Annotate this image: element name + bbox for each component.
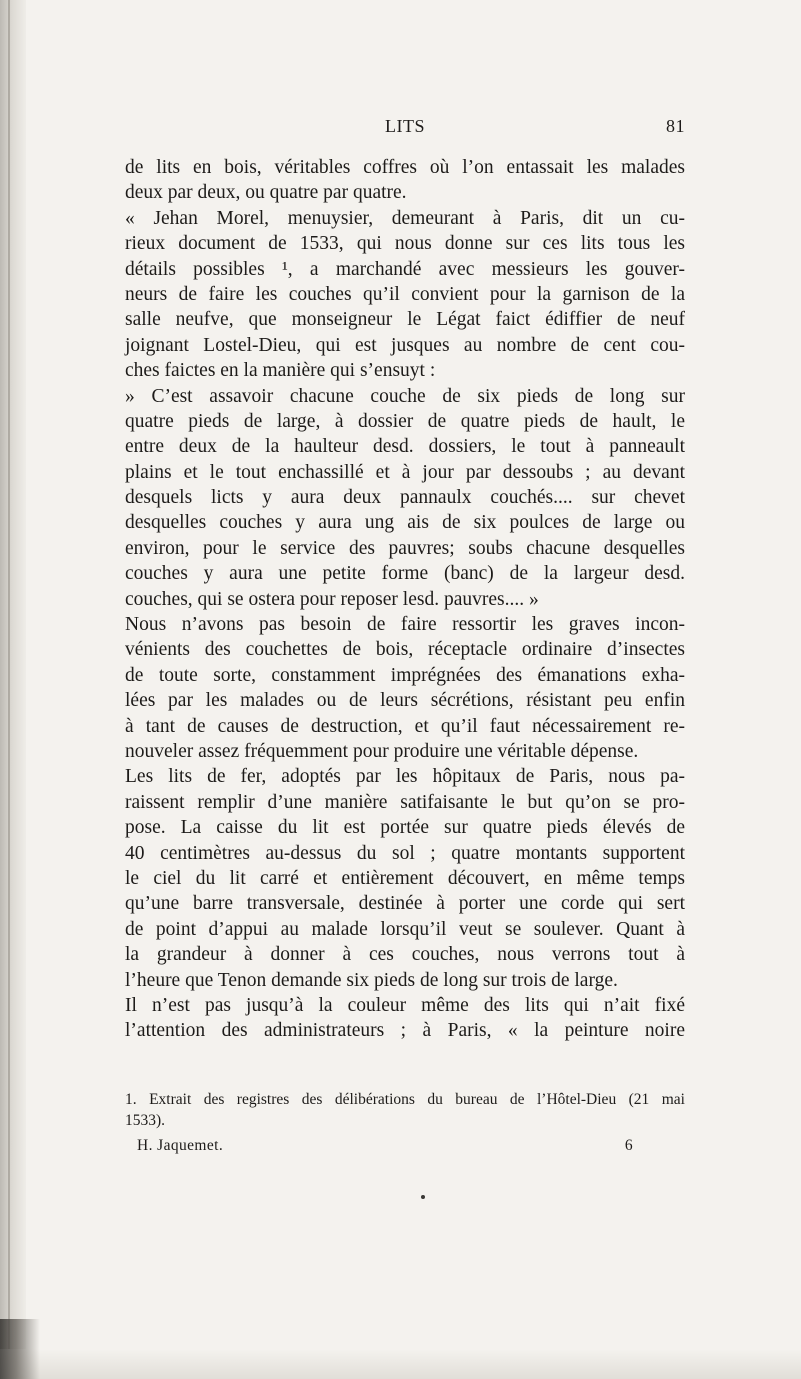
text-line: desquels licts y aura deux pannaulx couchés.... sur chevet bbox=[125, 487, 685, 509]
text-line: ches faictes en la manière qui s’ensuyt : bbox=[125, 360, 436, 382]
text-line: Les lits de fer, adoptés par les hôpitaux de Paris, nous pa- bbox=[125, 766, 685, 788]
text-line: » C’est assavoir chacune couche de six pieds de long sur bbox=[125, 385, 685, 407]
signature-line bbox=[125, 1137, 685, 1159]
text-line: l’heure que Tenon demande six pieds de long sur trois de large. bbox=[125, 969, 618, 991]
page-number: 81 bbox=[666, 116, 685, 136]
page-bottom-edge bbox=[0, 1349, 801, 1379]
text-line: neurs de faire les couches qu’il convient pour la garnison de la bbox=[125, 283, 685, 305]
text-line: lées par les malades ou de leurs sécrétions, résistant peu enfin bbox=[125, 690, 685, 712]
footnote-line: 1. Extrait des registres des délibérations du bureau de l’Hôtel-Dieu (21 mai bbox=[125, 1091, 685, 1108]
text-line: environ, pour le service des pauvres; soubs chacune desquelles bbox=[125, 537, 685, 559]
text-line: Il n’est pas jusqu’à la couleur même des lits qui n’ait fixé bbox=[125, 994, 685, 1016]
binding-edge-line bbox=[8, 0, 10, 1379]
text-line: plains et le tout enchassillé et à jour par dessoubs ; au devant bbox=[125, 461, 685, 483]
text-line: « Jehan Morel, menuysier, demeurant à Paris, dit un cu- bbox=[125, 207, 685, 229]
footnote-line: 1533). bbox=[125, 1112, 166, 1129]
text-line: joignant Lostel-Dieu, qui est jusques au nombre de cent cou- bbox=[125, 334, 685, 356]
page-corner-shadow bbox=[0, 1319, 40, 1379]
text-line: couches, qui se ostera pour reposer lesd. pauvres.... » bbox=[125, 588, 539, 610]
text-line: détails possibles ¹, a marchandé avec messieurs les gouver- bbox=[125, 258, 685, 280]
running-head: LITS bbox=[385, 116, 425, 136]
text-line: entre deux de la haulteur desd. dossiers, le tout à panneault bbox=[125, 436, 685, 458]
book-binding-shadow bbox=[0, 0, 26, 1379]
text-line: la grandeur à donner à ces couches, nous verrons tout à bbox=[125, 944, 685, 966]
text-line: nouveler assez fréquemment pour produire une véritable dépense. bbox=[125, 740, 639, 762]
text-line: pose. La caisse du lit est portée sur quatre pieds élevés de bbox=[125, 817, 685, 839]
page-header bbox=[125, 116, 685, 142]
text-line: salle neufve, que monseigneur le Légat faict édiffier de neuf bbox=[125, 309, 685, 331]
author-signature: H. Jaquemet. bbox=[137, 1137, 224, 1154]
text-line: rieux document de 1533, qui nous donne sur ces lits tous les bbox=[125, 233, 685, 255]
text-line: qu’une barre transversale, destinée à porter une corde qui sert bbox=[125, 893, 685, 915]
text-line: Nous n’avons pas besoin de faire ressortir les graves incon- bbox=[125, 614, 685, 636]
text-line: à tant de causes de destruction, et qu’il faut nécessairement re- bbox=[125, 715, 685, 737]
footnote bbox=[125, 1089, 685, 1131]
text-line: couches y aura une petite forme (banc) de la largeur desd. bbox=[125, 563, 685, 585]
text-line: de lits en bois, véritables coffres où l’on entassait les malades bbox=[125, 157, 685, 178]
text-line: 40 centimètres au-dessus du sol ; quatre montants supportent bbox=[125, 842, 685, 864]
text-line: de point d’appui au malade lorsqu’il veut se soulever. Quant à bbox=[125, 918, 685, 940]
text-line: de toute sorte, constamment imprégnées des émanations exha- bbox=[125, 664, 685, 686]
text-line: deux par deux, ou quatre par quatre. bbox=[125, 182, 407, 204]
signature-mark: 6 bbox=[624, 1137, 633, 1154]
ink-speck bbox=[421, 1195, 425, 1199]
text-line: vénients des couchettes de bois, réceptacle ordinaire d’insectes bbox=[125, 639, 685, 661]
body-text bbox=[125, 155, 685, 1044]
text-line: quatre pieds de large, à dossier de quatre pieds de hault, le bbox=[125, 410, 685, 432]
text-line: desquelles couches y aura ung ais de six poulces de large ou bbox=[125, 512, 685, 534]
text-line: raissent remplir d’une manière satifaisante le but qu’on se pro- bbox=[125, 791, 685, 813]
text-line: le ciel du lit carré et entièrement découvert, en même temps bbox=[125, 867, 685, 889]
text-line: l’attention des administrateurs ; à Paris, « la peinture noire bbox=[125, 1020, 685, 1042]
